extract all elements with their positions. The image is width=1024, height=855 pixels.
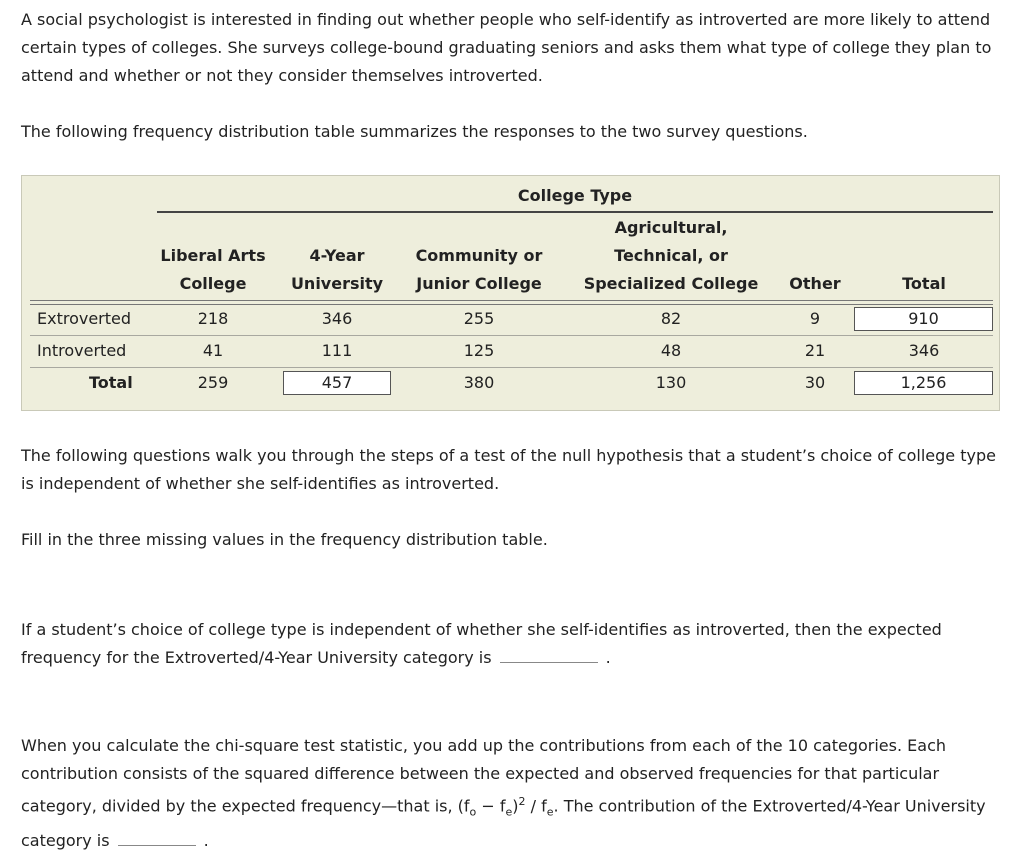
superscript-2: 2 [518,795,526,808]
cell-total-community: 380 [463,373,495,392]
col-community-line2: Junior College [416,274,542,293]
row-label-extroverted: Extroverted [37,309,132,328]
col-liberal-arts-line1: Liberal Arts [160,246,266,265]
fill-prompt-paragraph: Fill in the three missing values in the frequency distribution table. [21,530,548,549]
row-label-total: Total [89,373,133,392]
intro-paragraph: A social psychologist is interested in finding out whether people who self-identify as introverted are more likely to attend certain types of colleges. She surveys college-bound graduating seniors and asks them what type of college they plan to attend and whether or not they consider themselves introverted. [21,10,992,85]
chi-square-question [21,732,1011,855]
input-grand-total[interactable]: 1,256 [854,371,993,395]
header-rule [157,211,993,213]
cell-extroverted-community: 255 [463,309,495,328]
formula-close: ) [512,796,519,816]
cell-extroverted-liberal-arts: 218 [197,309,229,328]
expected-frequency-answer-blank[interactable] [500,644,598,663]
expected-frequency-question [21,616,1011,672]
cell-introverted-total: 346 [908,341,940,360]
subscript-o: o [469,805,477,819]
row-label-introverted: Introverted [37,341,127,360]
subscript-e-2: e [546,805,554,819]
expected-question-end: . [605,648,611,667]
walkthrough-paragraph: The following questions walk you through the steps of a test of the null hypothesis that a student’s choice of college type is independent of whether she self-identifies as introverted. [21,446,996,493]
col-agri-line1: Agricultural, [614,218,728,237]
formula-minus: − f [476,796,506,816]
table-intro-paragraph: The following frequency distribution table summarizes the responses to the two survey questions. [21,122,808,141]
subscript-e: e [505,805,513,819]
cell-introverted-agri: 48 [660,341,682,360]
frequency-table [21,175,1000,411]
expected-question-text: If a student’s choice of college type is independent of whether she self-identifies as introverted, then the expected frequency for the Extroverted/4-Year University category is [21,620,942,667]
row-divider-1 [30,335,993,336]
input-extroverted-total[interactable]: 910 [854,307,993,331]
col-liberal-arts-line2: College [179,274,247,293]
chi-question-text-a: When you calculate the chi-square test statistic, you add up the contributions from each of the 10 categories. Each contribution consists of the squared difference between the expected and observed frequencies for that particular category, divided by the expected frequency—that is, (f [21,736,946,816]
college-type-header: College Type [517,186,633,205]
cell-extroverted-agri: 82 [660,309,682,328]
cell-introverted-other: 21 [804,341,826,360]
cell-total-other: 30 [804,373,826,392]
chi-question-text-b: . The contribution of the Extroverted/4-Year University category is [21,796,986,850]
formula-divide: / f [525,796,547,816]
contribution-answer-blank[interactable] [118,827,196,846]
cell-introverted-liberal-arts: 41 [202,341,224,360]
col-agri-line3: Specialized College [583,274,759,293]
col-4year-line2: University [290,274,384,293]
cell-total-liberal-arts: 259 [197,373,229,392]
cell-total-agri: 130 [655,373,687,392]
cell-introverted-4year: 111 [321,341,353,360]
chi-question-end: . [203,830,209,850]
cell-introverted-community: 125 [463,341,495,360]
col-total: Total [902,274,946,293]
col-community-line1: Community or [415,246,543,265]
col-4year-line1: 4-Year [309,246,365,265]
row-divider-2 [30,367,993,368]
cell-extroverted-other: 9 [809,309,821,328]
input-total-4year[interactable]: 457 [283,371,391,395]
header-double-rule [30,300,993,305]
col-other: Other [789,274,841,293]
cell-extroverted-4year: 346 [321,309,353,328]
col-agri-line2: Technical, or [614,246,728,265]
